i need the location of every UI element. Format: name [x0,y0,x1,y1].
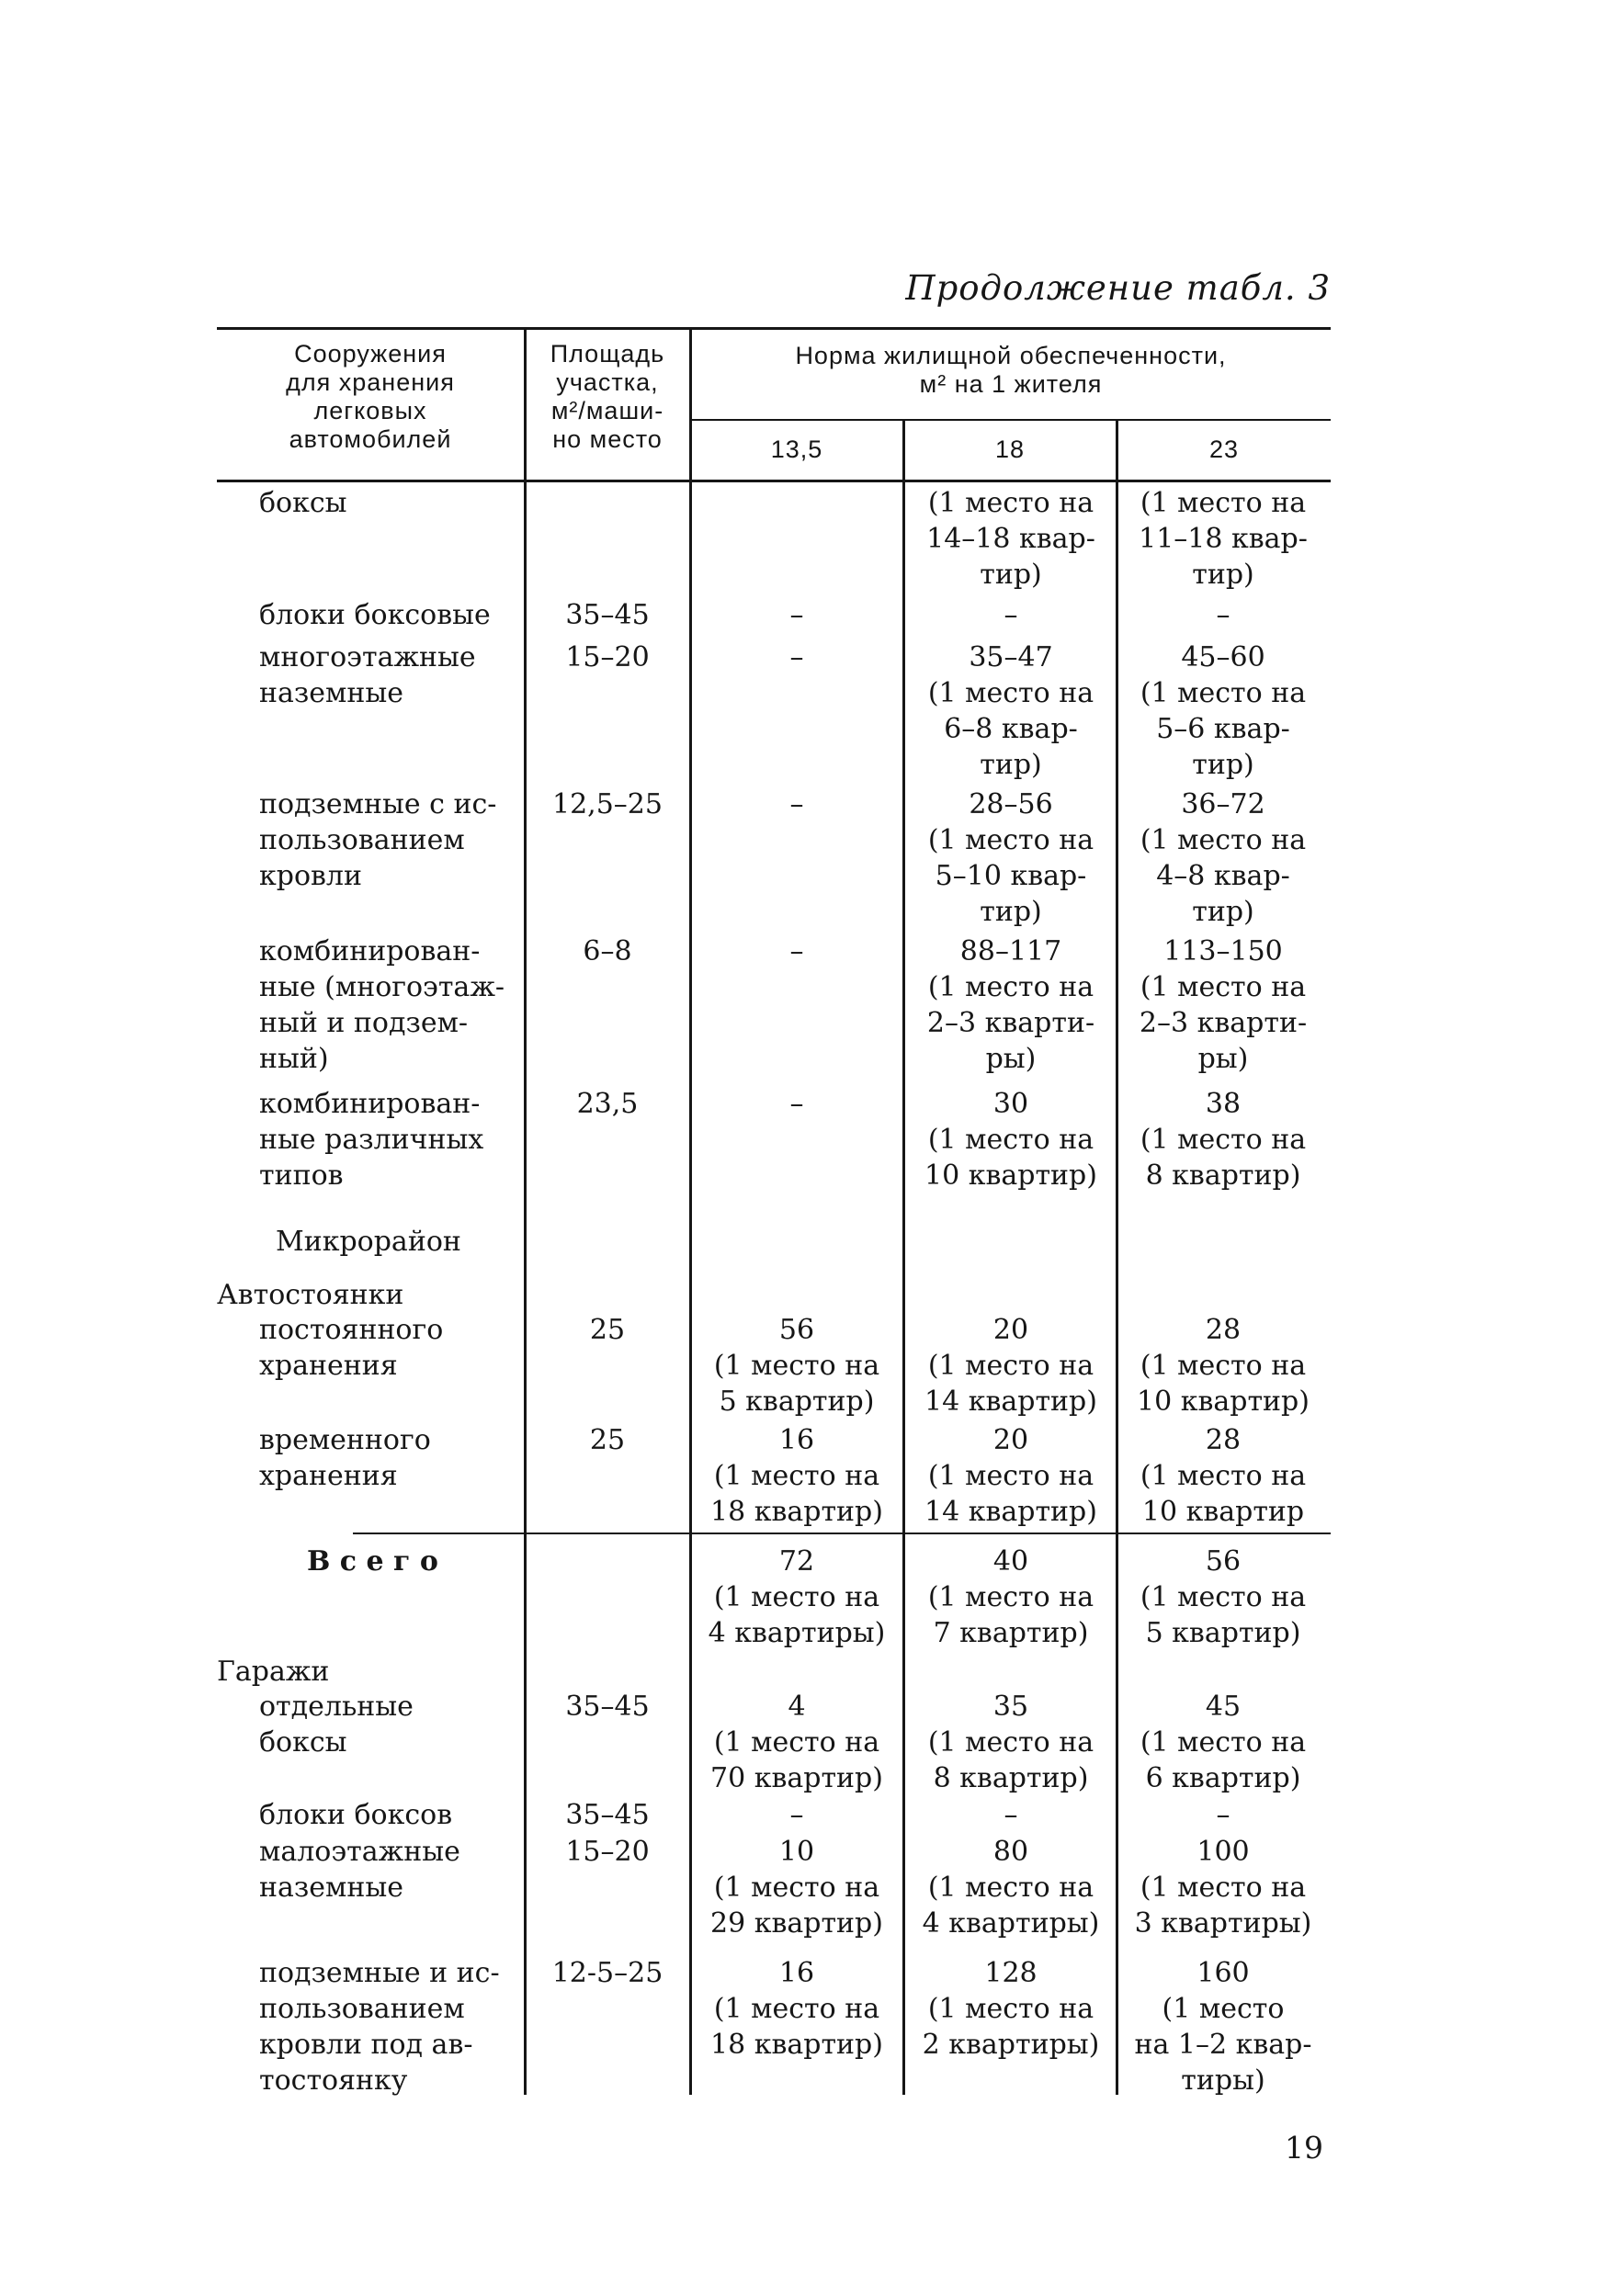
row-label: комбинирован- ные различных типов [259,1088,484,1192]
row-value-23: – [1216,1799,1230,1831]
row-value-18: (1 место на 14–18 квар- тир) [926,487,1095,591]
section-heading-microdistrict: Микрорайон [276,1226,461,1258]
row-value-23: 45–60 (1 место на 5–6 квар- тир) [1140,641,1307,781]
row-value-18: 20 (1 место на 14 квартир) [924,1424,1097,1528]
header-value-13-5: 13,5 [770,435,823,463]
row-value-13-5: 56 (1 место на 5 квартир) [713,1314,880,1418]
row-area: 35–45 [565,1799,650,1831]
row-area: 35–45 [565,599,650,631]
row-value-18: – [1004,599,1018,631]
row-value-23: – [1216,599,1230,631]
header-bottom-rule [217,480,1331,482]
total-value-13-5: 72 (1 место на 4 квартиры) [708,1545,886,1649]
row-label: многоэтажные наземные [259,641,476,709]
total-value-18: 40 (1 место на 7 квартир) [927,1545,1094,1649]
header-value-18: 18 [994,435,1026,463]
row-value-13-5: 10 (1 место на 29 квартир) [710,1836,883,1940]
row-value-23: 38 (1 место на 8 квартир) [1140,1088,1307,1192]
section-heading-parking: Автостоянки [217,1279,404,1311]
row-value-23: 28 (1 место на 10 квартир) [1137,1314,1310,1418]
row-label: боксы [259,487,347,519]
row-value-13-5: 4 (1 место на 70 квартир) [710,1691,883,1794]
header-norm: Норма жилищной обеспеченности, м² на 1 жителя [795,342,1227,398]
total-label: В с е г о [307,1545,438,1578]
row-value-23: 45 (1 место на 6 квартир) [1140,1691,1307,1794]
row-label: временного хранения [259,1424,431,1492]
row-value-23: 28 (1 место на 10 квартир [1140,1424,1307,1528]
total-top-rule [353,1533,1331,1534]
table-caption: Продолжение табл. 3 [905,268,1331,308]
row-label: малоэтажные наземные [259,1836,460,1904]
row-value-18: 128 (1 место на 2 квартиры) [922,1957,1100,2061]
row-area: 12-5–25 [551,1957,663,1989]
row-label: комбинирован- ные (многоэтаж- ный и подзем- ный) [259,935,505,1075]
row-value-23: (1 место на 11–18 квар- тир) [1139,487,1308,591]
row-value-18: – [1004,1799,1018,1831]
row-value-23: 36–72 (1 место на 4–8 квар- тир) [1140,788,1307,928]
row-area: 15–20 [565,1836,650,1868]
row-value-23: 160 (1 место на 1–2 квар- тиры) [1134,1957,1312,2097]
section-heading-garages: Гаражи [217,1656,330,1688]
row-value-13-5: – [789,788,804,820]
row-value-18: 30 (1 место на 10 квартир) [924,1088,1097,1192]
header-structure: Сооружения для хранения легковых автомобилей [286,340,455,453]
row-label: отдельные боксы [259,1691,414,1759]
row-area: 12,5–25 [552,788,663,820]
row-value-13-5: – [789,599,804,631]
page-number: 19 [1285,2130,1323,2166]
row-value-18: 35 (1 место на 8 квартир) [927,1691,1094,1794]
row-label: постоянного хранения [259,1314,444,1382]
row-label: блоки боксовые [259,599,491,631]
row-value-13-5: – [789,1799,804,1831]
row-value-18: 88–117 (1 место на 2–3 кварти- ры) [926,935,1095,1075]
row-value-18: 80 (1 место на 4 квартиры) [922,1836,1100,1940]
row-label: блоки боксов [259,1799,453,1831]
header-value-23: 23 [1208,435,1240,463]
row-value-23: 113–150 (1 место на 2–3 кварти- ры) [1139,935,1308,1075]
row-value-18: 28–56 (1 место на 5–10 квар- тир) [927,788,1094,928]
row-value-23: 100 (1 место на 3 квартиры) [1134,1836,1312,1940]
header-area: Площадь участка, м²/маши- но место [550,340,665,453]
row-area: 35–45 [565,1691,650,1723]
row-label: подземные и ис- пользованием кровли под ав- тостоянку [259,1957,500,2097]
row-value-13-5: – [789,1088,804,1120]
row-value-13-5: 16 (1 место на 18 квартир) [710,1424,883,1528]
row-label: подземные с ис- пользованием кровли [259,788,497,892]
total-value-23: 56 (1 место на 5 квартир) [1140,1545,1307,1649]
row-value-13-5: – [789,935,804,967]
row-area: 6–8 [583,935,632,967]
row-area: 25 [589,1424,626,1456]
row-value-18: 20 (1 место на 14 квартир) [924,1314,1097,1418]
row-value-13-5: – [789,641,804,673]
row-area: 15–20 [565,641,650,673]
norm-header-rule [691,419,1331,421]
row-area: 23,5 [576,1088,639,1120]
table-top-rule [217,327,1331,330]
row-value-18: 35–47 (1 место на 6–8 квар- тир) [927,641,1094,781]
row-area: 25 [589,1314,626,1346]
row-value-13-5: 16 (1 место на 18 квартир) [710,1957,883,2061]
